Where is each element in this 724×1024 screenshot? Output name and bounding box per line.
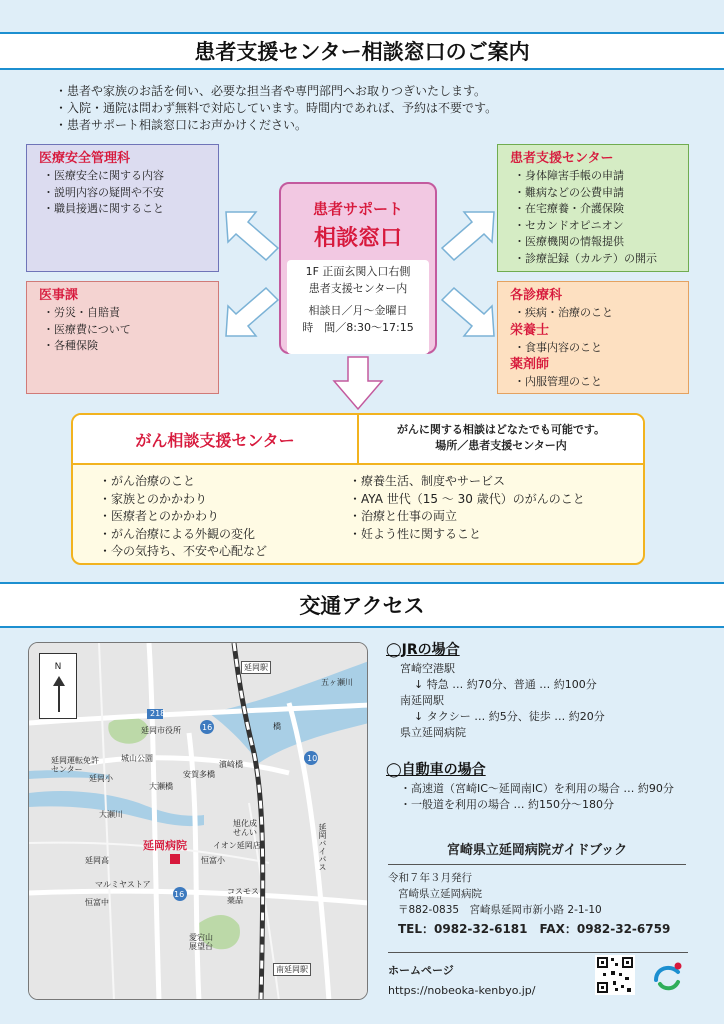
map-label: 恒富中 xyxy=(85,898,109,907)
route-line: 南延岡駅 xyxy=(400,694,444,707)
list-item: ・ 各種保険 xyxy=(55,338,206,355)
map-label: 16 xyxy=(202,723,213,732)
list-item: ・ 説明内容の疑問や不安 xyxy=(55,185,206,202)
access-title xyxy=(0,582,724,628)
hospital-logo-icon xyxy=(650,958,686,994)
intro-line: ・患者や家族のお話を伺い、必要な担当者や専門部門へお取りつぎいたします。 xyxy=(55,84,487,98)
map-label: 延岡駅 xyxy=(241,661,271,674)
list-item: ・ 医療機関の情報提供 xyxy=(526,234,676,251)
compass-icon xyxy=(39,653,77,719)
list-item: ・ 妊よう性に関すること xyxy=(349,526,585,544)
cancer-support-note xyxy=(359,415,643,463)
anzen-box xyxy=(26,144,219,272)
jr-title: ◯JRの場合 xyxy=(386,642,460,658)
note-line: がんに関する相談はどなたでも可能です。 xyxy=(396,423,606,436)
consult-days: 相談日／月～金曜日 xyxy=(308,304,408,317)
consult-hours: 時 間／8:30～17:15 xyxy=(302,320,414,334)
compass-label: N xyxy=(54,662,62,672)
map-label: 旭化成 せんい xyxy=(233,819,257,837)
map-label: 延岡市役所 xyxy=(141,726,181,735)
map-label: 大瀬橋 xyxy=(149,782,173,791)
list-item: ・ 難病などの公費申請 xyxy=(526,185,676,202)
route-line: ・高速道（宮崎IC～延岡南IC）を利用の場合 … 約90分 xyxy=(400,782,674,795)
map-label: 延岡バイパス xyxy=(318,823,327,871)
list-item: ・ 身体障害手帳の申請 xyxy=(526,168,676,185)
list-item: ・ 疾病・治療のこと xyxy=(526,305,676,322)
arrow-up-right-icon xyxy=(438,208,498,264)
map-label: 大瀬川 xyxy=(99,810,123,819)
publish-date: 令和７年３月発行 xyxy=(388,872,472,884)
map-label: 橋 xyxy=(273,722,281,731)
route-line: ・一般道を利用の場合 … 約150分～180分 xyxy=(400,798,614,811)
eiyoushi-title: 栄養士 xyxy=(510,322,550,338)
anzen-title: 医療安全管理科 xyxy=(39,151,131,166)
list-item: ・ 診療記録（カルテ）の開示 xyxy=(526,251,676,268)
map-label: マルミヤストア xyxy=(95,880,151,889)
list-item: ・ 労災・自賠責 xyxy=(55,305,206,322)
map-label: 延岡運転免許 センター xyxy=(51,756,99,774)
shinryo-title: 各診療科 xyxy=(510,288,563,303)
jr-access xyxy=(386,642,605,741)
list-item: ・ がん治療による外観の変化 xyxy=(99,526,349,544)
note-line: 場所／患者支援センター内 xyxy=(435,439,567,452)
access-map xyxy=(28,642,368,1000)
homepage-label: ホームページ xyxy=(388,964,454,977)
hospital-label: 延岡病院 xyxy=(143,839,187,852)
map-label: 16 xyxy=(174,890,185,899)
map-label: 10 xyxy=(307,754,318,763)
publisher: 宮崎県立延岡病院 xyxy=(398,888,482,900)
support-window-title: 相談窓口 xyxy=(313,226,402,251)
page-title xyxy=(0,32,724,70)
list-item: ・ AYA 世代（15 ～ 30 歳代）のがんのこと xyxy=(349,491,585,509)
map-label: 安賀多橋 xyxy=(183,770,215,779)
support-window-info xyxy=(287,260,429,354)
list-item: ・ 食事内容のこと xyxy=(526,340,676,357)
route-line: 宮崎空港駅 xyxy=(400,662,455,675)
intro-text xyxy=(55,83,497,134)
list-item: ・ 医療者とのかかわり xyxy=(99,508,349,526)
cancer-support-box xyxy=(71,413,645,565)
route-line: 県立延岡病院 xyxy=(400,726,466,739)
list-item: ・ セカンドオピニオン xyxy=(526,218,676,235)
car-access xyxy=(386,762,674,813)
map-label: イオン延岡店 xyxy=(213,841,261,850)
map-label: 延岡高 xyxy=(85,856,109,865)
list-item: ・ 今の気持ち、不安や心配など xyxy=(99,543,349,561)
location-line: 患者支援センター内 xyxy=(308,281,408,295)
map-label: 218 xyxy=(150,709,166,718)
map-label: 延岡小 xyxy=(89,774,113,783)
intro-line: ・入院・通院は問わず無料で対応しています。時間内であれば、予約は不要です。 xyxy=(55,101,498,115)
page-title-text: 患者支援センター相談窓口のご案内 xyxy=(194,40,530,64)
map-label: コスモス 薬品 xyxy=(227,887,259,905)
yakuzaishi-title: 薬剤師 xyxy=(510,357,550,372)
list-item: ・ 医療費について xyxy=(55,322,206,339)
access-title-text: 交通アクセス xyxy=(299,594,425,618)
hospital-marker xyxy=(170,854,180,864)
list-item: ・ 内服管理のこと xyxy=(526,374,676,391)
arrow-down-left-icon xyxy=(222,284,282,340)
qr-code-icon[interactable] xyxy=(595,955,635,995)
list-item: ・ 職員接遇に関すること xyxy=(55,201,206,218)
homepage-block xyxy=(388,952,688,1001)
map-label: 城山公園 xyxy=(121,754,153,763)
list-item: ・ 医療安全に関する内容 xyxy=(55,168,206,185)
guidebook-title: 宮崎県立延岡病院ガイドブック xyxy=(388,839,686,865)
shinryo-box xyxy=(497,281,689,394)
iji-box xyxy=(26,281,219,394)
homepage-link[interactable]: https://nobeoka-kenbyo.jp/ xyxy=(388,984,536,997)
iji-title: 医事課 xyxy=(39,288,79,303)
car-title: ◯自動車の場合 xyxy=(386,762,486,778)
address: 〒882-0835 宮崎県延岡市新小路 2-1-10 xyxy=(398,904,602,916)
shien-title: 患者支援センター xyxy=(510,151,614,166)
list-item: ・ 療養生活、制度やサービス xyxy=(349,473,585,491)
map-label: 愛宕山 展望台 xyxy=(189,933,213,951)
list-item: ・ がん治療のこと xyxy=(99,473,349,491)
arrow-down-right-icon xyxy=(438,284,498,340)
list-item: ・ 在宅療養・介護保険 xyxy=(526,201,676,218)
arrow-down-icon xyxy=(332,355,384,411)
map-label: 南延岡駅 xyxy=(273,963,311,976)
support-window-box xyxy=(279,182,437,354)
map-label: 五ヶ瀬川 xyxy=(321,678,353,687)
route-line: ↓ タクシー … 約5分、徒歩 … 約20分 xyxy=(414,710,605,723)
support-window-subtitle: 患者サポート xyxy=(312,200,403,218)
contact-numbers: TEL：0982-32-6181 FAX：0982-32-6759 xyxy=(398,922,671,936)
cancer-support-title: がん相談支援センター xyxy=(73,415,359,463)
intro-line: ・患者サポート相談窓口にお声かけください。 xyxy=(55,118,308,132)
map-label: 濱崎橋 xyxy=(219,760,243,769)
shien-box xyxy=(497,144,689,272)
route-line: ↓ 特急 … 約70分、普通 … 約100分 xyxy=(414,678,597,691)
list-item: ・ 家族とのかかわり xyxy=(99,491,349,509)
map-label: 恒富小 xyxy=(201,856,225,865)
arrow-up-left-icon xyxy=(222,208,282,264)
location-line: 1F 正面玄関入口右側 xyxy=(305,265,411,278)
list-item: ・ 治療と仕事の両立 xyxy=(349,508,585,526)
publication-info xyxy=(388,870,602,918)
